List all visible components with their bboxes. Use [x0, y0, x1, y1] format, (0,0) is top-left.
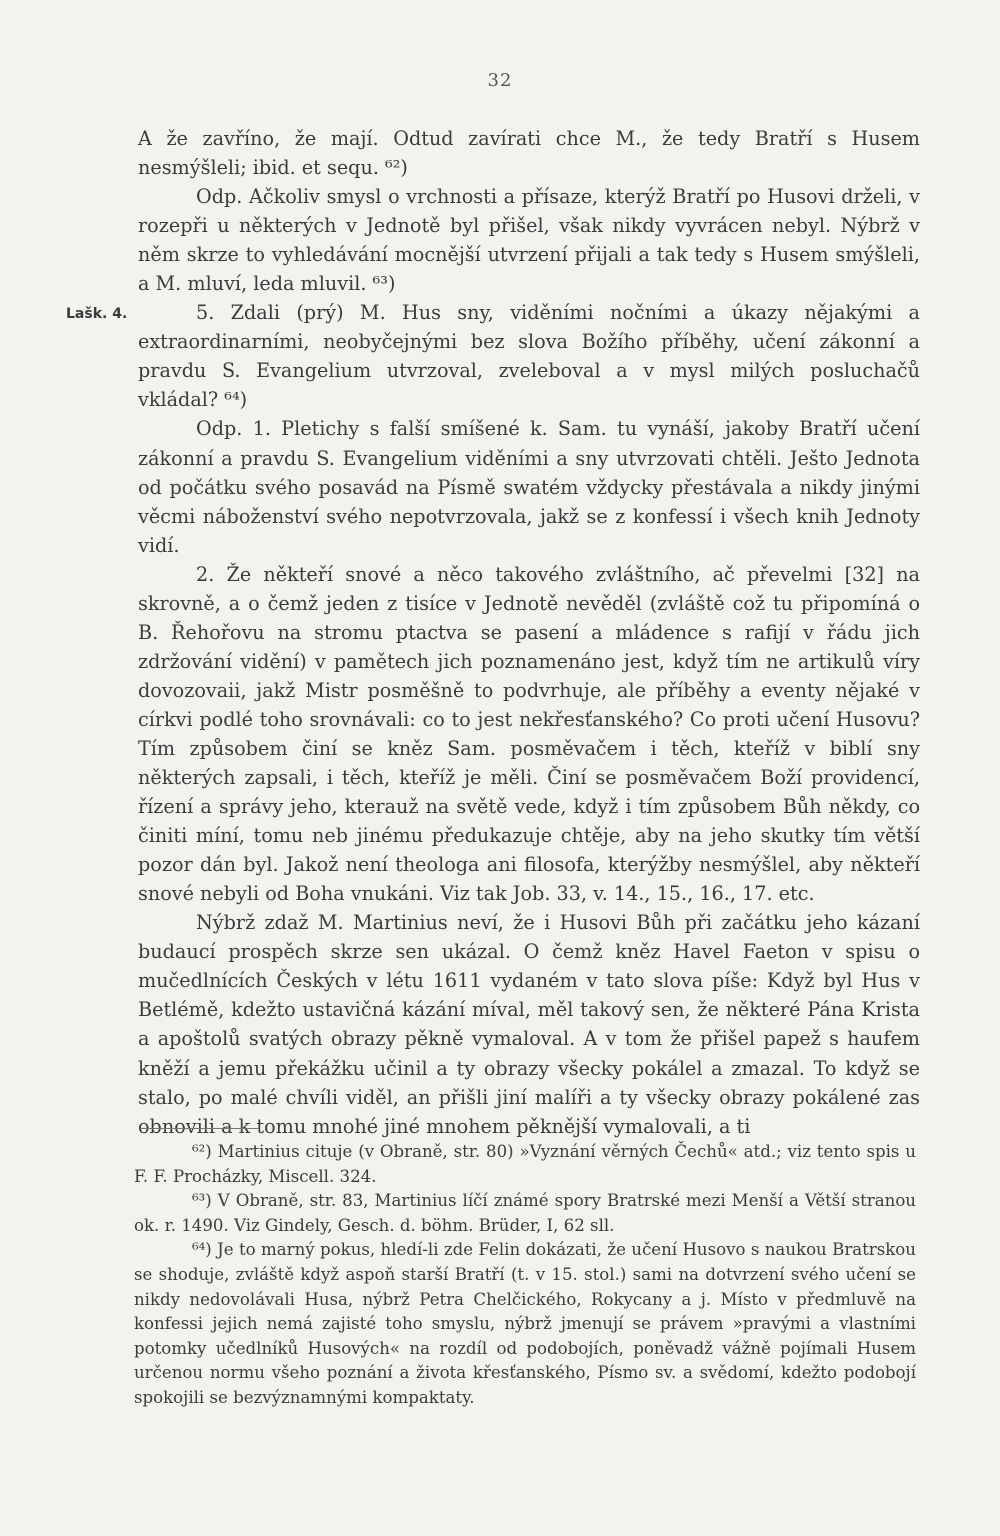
body-text: [138, 124, 920, 1141]
paragraph-5: 2. Že někteří snové a něco takového zvláštního, ač převelmi [32] na skrovně, a o čemž jeden z tisíce v Jednotě nevěděl (zvláště což tu připomíná o B. Řehořovu na stromu ptactva se pasení a mládence s rafijí v řádu jich zdržování vidění) v pamětech jich poznamenáno jest, když tím ne artikulů víry dovozovaii, jakž Mistr posměšně to podvrhuje, ale příběhy a eventy nějaké v církvi podlé toho srovnávali: co to jest nekřesťanského? Co proti učení Husovu? Tím způsobem činí se kněz Sam. posměvačem i těch, kteříž v biblí sny některých zapsali, i těch, kteříž je měli. Činí se posměvačem Boží providencí, řízení a správy jeho, kterauž na světě vede, když i tím způsobem Bůh někdy, co činiti míní, tomu neb jinému předukazuje chtěje, aby na jeho skutky tím větší pozor dán byl. Jakož není theologa ani filosofa, kterýžby nesmýšlel, aby někteří snové nebyli od Boha vnukáni. Viz tak Job. 33, v. 14., 15., 16., 17. etc.: [138, 562, 920, 906]
paragraph-6: Nýbrž zdaž M. Martinius neví, že i Husovi Bůh při začátku jeho kázaní budaucí prospěch skrze sen ukázal. O čemž kněz Havel Faeton v spisu o mučedlnících Českých v létu 1611 vydaném v tato slova píše: Když byl Hus v Betlémě, kdežto ustavičná kázání míval, měl takový sen, že některé Pána Krista a apoštolů svatých obrazy pěkně vymaloval. A v tom že přišel papež s haufem kněží a jemu překážku učinil a ty obrazy všecky pokálel a zmazal. To když se stalo, po malé chvíli viděl, an přišli jiní malíři a ty všecky obrazy pokálené zas obnovili a k tomu mnohé jiné mnohem pěknější vymalovali, a ti: [138, 911, 920, 1138]
footnote-64: ⁶⁴) Je to marný pokus, hledí-li zde Felin dokázati, že učení Husovo s naukou Bratrskou se shoduje, zvláště když aspoň starší Bratří (t. v 15. stol.) sami na dotvrzení svého učení se nikdy nedovolávali Husa, nýbrž Petra Chelčického, Rokycany a j. Místo v předmluvě na konfessi jejich nemá zajisté toho smyslu, nýbrž jmenují se právem »pravými a vlastními potomky učedlníků Husových« na rozdíl od podobojích, poněvadž vážně pojímali Husem určenou normu všeho poznání a života křesťanského, Písmo sv. a svědomí, kdežto podobojí spokojili se bezvýznamnými kompaktaty.: [134, 1240, 916, 1407]
paragraph-2: Odp. Ačkoliv smysl o vrchnosti a přísaze, kterýž Bratří po Husovi drželi, v rozepři u některých v Jednotě byl přišel, však nikdy vyvrácen nebyl. Nýbrž v něm skrze to vyhledávání mocnější utvrzení přijali a tak tedy s Husem smýšleli, a M. mluví, leda mluvil. ⁶³): [138, 185, 920, 296]
page-number: 32: [487, 70, 513, 91]
margin-note: Lašk. 4.: [66, 306, 128, 322]
footnote-62: ⁶²) Martinius cituje (v Obraně, str. 80) »Vyznání věrných Čechů« atd.; viz tento spis u F. F. Procházky, Miscell. 324.: [134, 1142, 916, 1186]
paragraph-1: A že zavříno, že mají. Odtud zavírati chce M., že tedy Bratří s Husem nesmýšleli; ibid. et sequ. ⁶²): [138, 127, 920, 180]
footnote-separator: [140, 1128, 258, 1129]
footnotes: [134, 1140, 916, 1411]
paragraph-3: 5. Zdali (prý) M. Hus sny, viděními nočními a úkazy nějakými a extraordinarními, neobyčejnými bez slova Božího příběhy, učení zákonní a pravdu S. Evangelium utvrzoval, zveleboval a v mysl milých posluchačů vkládal? ⁶⁴): [138, 301, 920, 412]
footnote-63: ⁶³) V Obraně, str. 83, Martinius líčí známé spory Bratrské mezi Menší a Větší stranou ok. r. 1490. Viz Gindely, Gesch. d. böhm. Brüder, I, 62 sll.: [134, 1191, 916, 1235]
paragraph-4: Odp. 1. Pletichy s falší smíšené k. Sam. tu vynáší, jakoby Bratří učení zákonní a pravdu S. Evangelium viděními a sny utvrzovati chtěli. Ješto Jednota od počátku svého posavád na Písmě swatém vždycky přestávala a nikdy jinými věcmi náboženství svého nepotvrzovala, jakž se z konfessí i všech knih Jednoty vidí.: [138, 417, 920, 557]
